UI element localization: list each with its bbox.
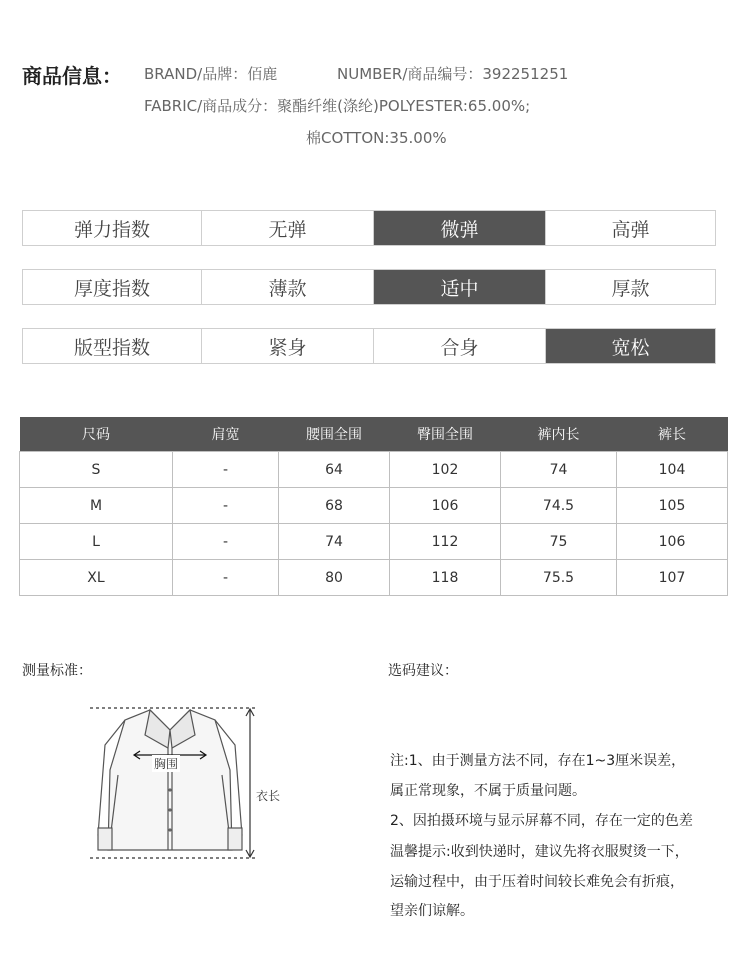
header-shoulder: 肩宽 xyxy=(173,417,279,452)
cell-waist: 74 xyxy=(279,524,390,560)
garment-measure-diagram xyxy=(80,700,300,870)
cell-inseam: 74 xyxy=(501,452,617,488)
advice-line: 望亲们谅解。 xyxy=(390,903,474,919)
measure-title: 测量标准： xyxy=(22,663,92,679)
index-option-selected: 宽松 xyxy=(545,329,715,363)
header-size: 尺码 xyxy=(20,417,173,452)
advice-line: 属正常现象，不属于质量问题。 xyxy=(390,783,586,799)
cell-hip: 106 xyxy=(390,488,501,524)
cell-length: 104 xyxy=(617,452,728,488)
elasticity-index-row xyxy=(22,210,716,246)
product-number-text: NUMBER/商品编号：392251251 xyxy=(337,65,569,83)
advice-line: 运输过程中，由于压着时间较长难免会有折痕， xyxy=(390,874,684,890)
cell-shoulder: - xyxy=(173,560,279,596)
cell-hip: 112 xyxy=(390,524,501,560)
index-option: 高弹 xyxy=(545,211,715,245)
cell-waist: 80 xyxy=(279,560,390,596)
thickness-index-row xyxy=(22,269,716,305)
cell-size: S xyxy=(20,452,173,488)
index-option: 无弹 xyxy=(201,211,373,245)
cell-size: M xyxy=(20,488,173,524)
header-length: 裤长 xyxy=(617,417,728,452)
cell-size: L xyxy=(20,524,173,560)
advice-line: 注:1、由于测量方法不同，存在1~3厘米误差， xyxy=(390,753,686,769)
advice-line: 温馨提示:收到快递时，建议先将衣服熨烫一下， xyxy=(390,844,689,860)
cell-hip: 118 xyxy=(390,560,501,596)
index-option: 紧身 xyxy=(201,329,373,363)
index-option-selected: 适中 xyxy=(373,270,545,304)
index-option: 合身 xyxy=(373,329,545,363)
product-info-title: 商品信息： xyxy=(22,64,122,88)
fabric-text: FABRIC/商品成分：聚酯纤维(涤纶)POLYESTER:65.00%; xyxy=(144,97,531,115)
size-table-header xyxy=(20,417,728,452)
header-hip: 臀围全围 xyxy=(390,417,501,452)
chest-label: 胸围 xyxy=(154,757,179,771)
cell-length: 106 xyxy=(617,524,728,560)
cell-inseam: 75 xyxy=(501,524,617,560)
cell-size: XL xyxy=(20,560,173,596)
index-option: 薄款 xyxy=(201,270,373,304)
brand-text: BRAND/品牌：佰鹿 xyxy=(144,65,278,83)
cell-hip: 102 xyxy=(390,452,501,488)
index-label: 厚度指数 xyxy=(73,277,150,300)
cell-shoulder: - xyxy=(173,524,279,560)
cell-waist: 68 xyxy=(279,488,390,524)
index-label: 版型指数 xyxy=(73,336,150,359)
fit-index-row xyxy=(22,328,716,364)
cell-shoulder: - xyxy=(173,452,279,488)
cell-waist: 64 xyxy=(279,452,390,488)
size-table xyxy=(19,417,728,596)
table-row xyxy=(20,560,728,596)
length-label: 衣长 xyxy=(256,789,281,803)
index-label: 弹力指数 xyxy=(73,218,150,241)
advice-title: 选码建议： xyxy=(388,663,458,679)
cell-inseam: 74.5 xyxy=(501,488,617,524)
index-option: 厚款 xyxy=(545,270,715,304)
table-row xyxy=(20,452,728,488)
cell-inseam: 75.5 xyxy=(501,560,617,596)
advice-line: 2、因拍摄环境与显示屏幕不同，存在一定的色差 xyxy=(390,813,693,829)
header-inseam: 裤内长 xyxy=(501,417,617,452)
cell-shoulder: - xyxy=(173,488,279,524)
table-row xyxy=(20,524,728,560)
index-option-selected: 微弹 xyxy=(373,211,545,245)
header-waist: 腰围全围 xyxy=(279,417,390,452)
cell-length: 107 xyxy=(617,560,728,596)
table-row xyxy=(20,488,728,524)
cell-length: 105 xyxy=(617,488,728,524)
fabric-cotton-text: 棉COTTON:35.00% xyxy=(306,129,447,147)
